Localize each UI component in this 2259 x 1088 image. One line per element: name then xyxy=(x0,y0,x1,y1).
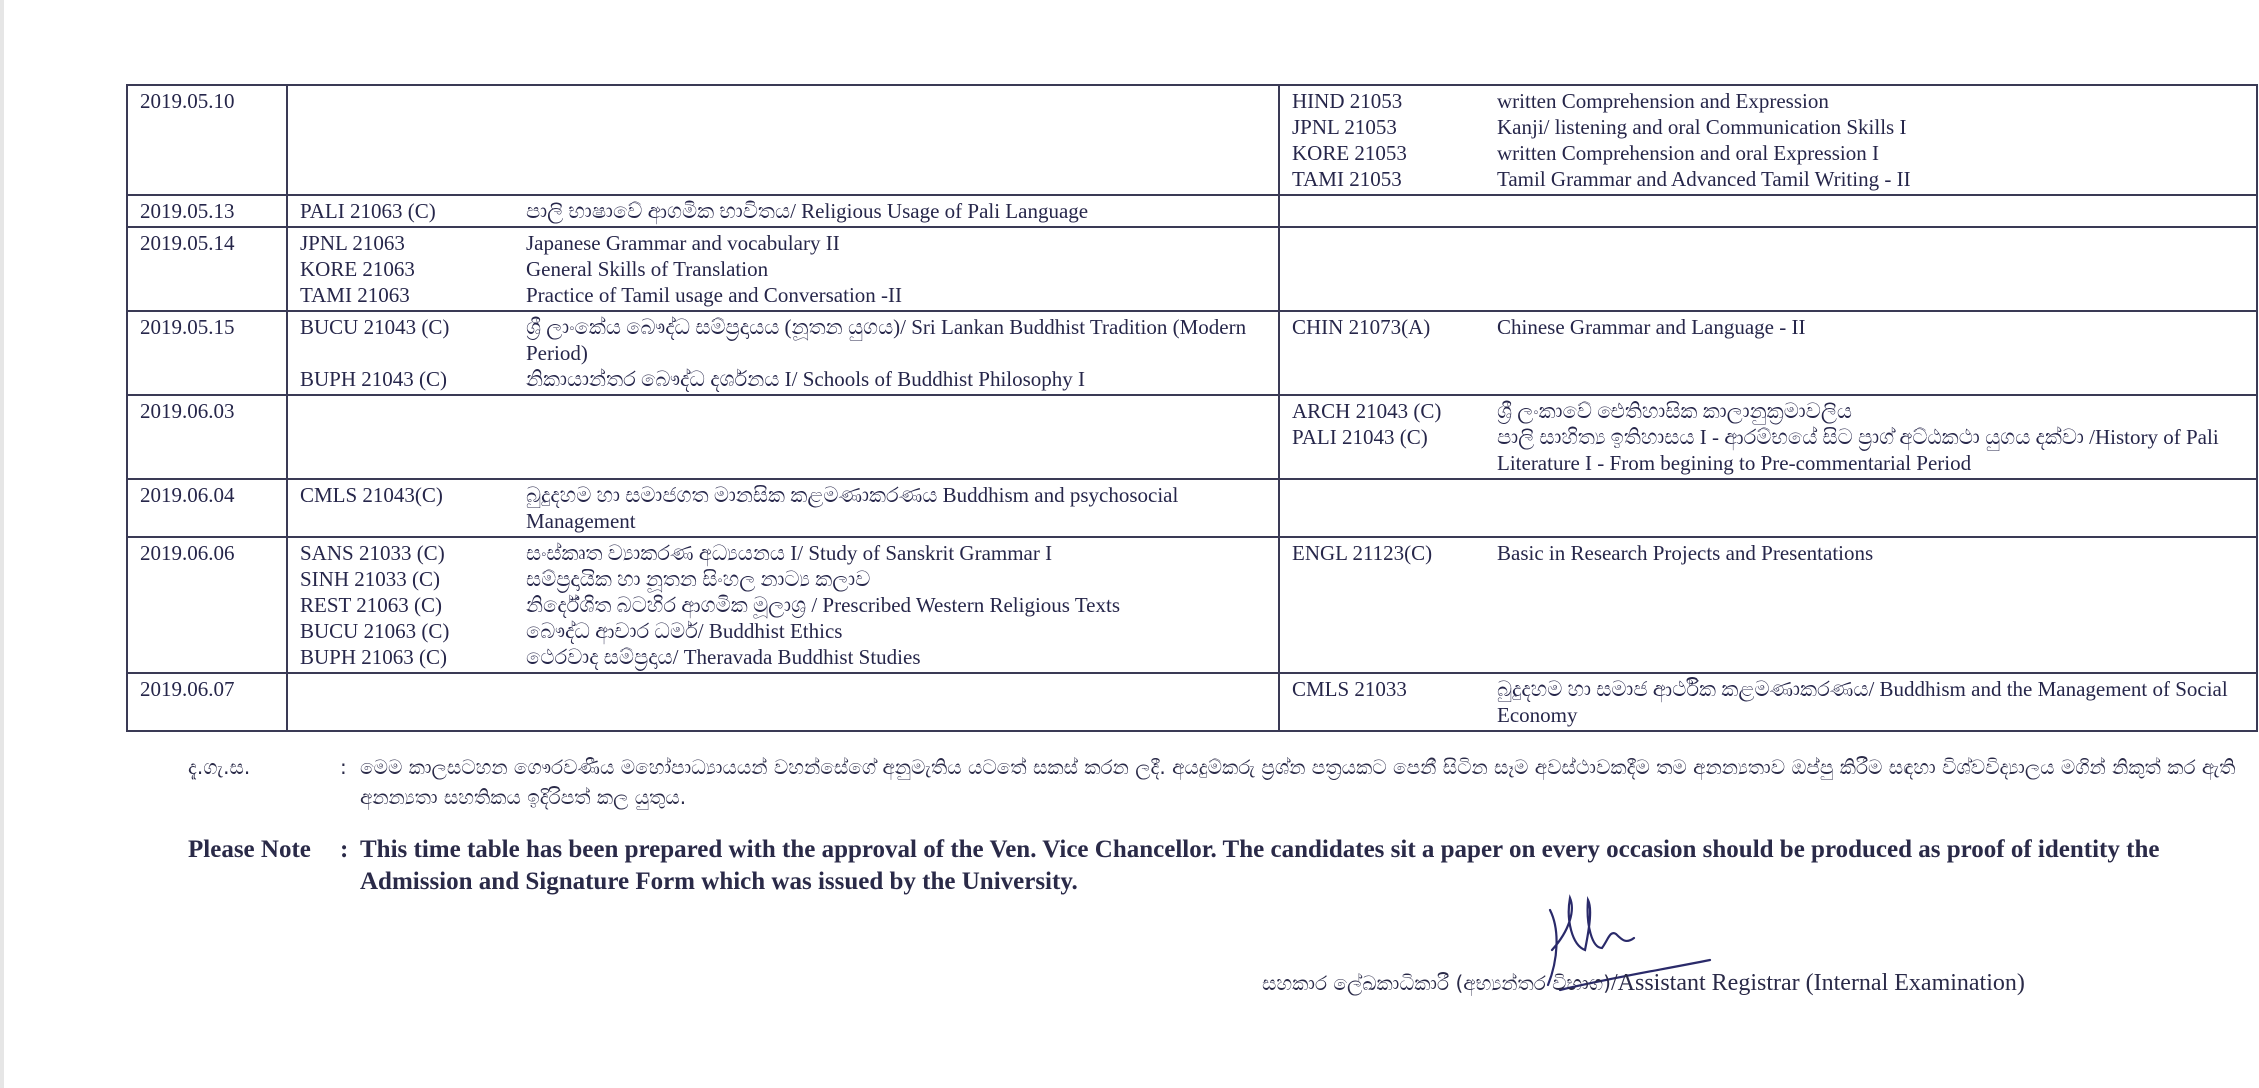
exam-date: 2019.06.06 xyxy=(127,537,287,673)
paper-entry xyxy=(1292,424,2248,476)
course-title: Kanji/ listening and oral Communication Skills I xyxy=(1497,115,1907,139)
paper-entry xyxy=(300,618,1270,644)
signatory-title xyxy=(1262,970,2025,997)
paper-cell-right xyxy=(1279,537,2257,673)
english-note-colon: : xyxy=(340,836,349,863)
english-note-label: Please Note xyxy=(188,836,311,863)
course-title: පාලි භාෂාවේ ආගමික භාවිතය/ Religious Usage of Pali Language xyxy=(526,199,1089,223)
paper-entry xyxy=(1292,676,2248,728)
paper-entry xyxy=(300,256,1270,282)
course-title: ශ්‍රී ලාංකේය බෞද්ධ සම්ප්‍රදායය (නූතන යුගය)/ Sri Lankan Buddhist Tradition (Modern Period) xyxy=(526,315,1247,365)
paper-entry xyxy=(1292,140,2248,166)
paper-entry xyxy=(1292,540,2248,566)
signatory-title-english: /Assistant Registrar (Internal Examination) xyxy=(1610,970,2025,996)
table-row xyxy=(127,537,2257,673)
course-title: බුදුදහම හා සමාජගත මානසික කළමණාකරණය Buddhism and psychosocial Management xyxy=(526,483,1179,533)
paper-cell-left xyxy=(287,311,1279,395)
paper-entry xyxy=(1292,166,2248,192)
sinhala-note-text: මෙම කාලසටහන ගෞරවණීය මහෝපාධ්‍යායයන් වහන්සේගේ අනුමැතිය යටතේ සකස් කරන ලදී. අයදුම්කරු ප්‍රශ්න පත්‍රයකට පෙනී සිටින සෑම අවස්ථාවකදීම තම අනන්‍යතාව ඔප්පු කිරීම සඳහා විශ්වවිද්‍යාලය මගින් නිකුත් කර ඇති අනන්‍යතා සහතිකය ඉදිරිපත් කල යුතුය. xyxy=(360,755,2236,809)
course-code: BUPH 21063 (C) xyxy=(300,645,448,669)
course-code: SANS 21033 (C) xyxy=(300,541,445,565)
paper-entry xyxy=(300,644,1270,670)
course-title: සම්ප්‍රදායික හා නූතන සිංහල නාට්‍ය කලාව xyxy=(526,567,871,591)
course-title: බුදුදහම හා සමාජ ආර්ථික කළමණාකරණය/ Buddhism and the Management of Social Economy xyxy=(1497,677,2228,727)
course-title: Tamil Grammar and Advanced Tamil Writing - II xyxy=(1497,167,1911,191)
paper-entry xyxy=(300,230,1270,256)
exam-date: 2019.05.15 xyxy=(127,311,287,395)
paper-entry xyxy=(300,282,1270,308)
paper-cell-right xyxy=(1279,673,2257,731)
signatory-title-sinhala: සහකාර ලේඛකාධිකාරී (අභ්‍යන්තර විභාග) xyxy=(1262,971,1611,995)
course-code: KORE 21053 xyxy=(1292,141,1407,165)
paper-entry xyxy=(300,314,1270,366)
course-title: Chinese Grammar and Language - II xyxy=(1497,315,1806,339)
paper-cell-right xyxy=(1279,311,2257,395)
exam-date: 2019.06.03 xyxy=(127,395,287,479)
course-title: පාලි සාහිත්‍ය ඉතිහාසය I - ආරම්භයේ සිට ප්‍රාග් අට්ඨකථා යුගය දක්වා /History of Pali Literature I - From begining to Pre-commentarial Period xyxy=(1497,425,2219,475)
paper-cell-right xyxy=(1279,85,2257,195)
table-row xyxy=(127,195,2257,227)
course-code: ARCH 21043 (C) xyxy=(1292,399,1442,423)
course-title: ශ්‍රී ලංකාවේ ඓතිහාසික කාලානුක්‍රමාවලිය xyxy=(1497,399,1852,423)
paper-cell-right xyxy=(1279,195,2257,227)
timetable-body xyxy=(127,85,2257,731)
course-code: BUCU 21063 (C) xyxy=(300,619,450,643)
exam-timetable xyxy=(126,84,2258,732)
english-note-text: This time table has been prepared with the approval of the Ven. Vice Chancellor. The candidates sit a paper on every occasion should be produced as proof of identity the Admission and Signature Form which was issued by the University. xyxy=(360,836,2160,895)
course-code: ENGL 21123(C) xyxy=(1292,541,1433,565)
course-code: CMLS 21033 xyxy=(1292,677,1407,701)
paper-entry xyxy=(300,566,1270,592)
course-code: JPNL 21053 xyxy=(1292,115,1397,139)
exam-date: 2019.06.04 xyxy=(127,479,287,537)
table-row xyxy=(127,479,2257,537)
course-code: JPNL 21063 xyxy=(300,231,405,255)
paper-entry xyxy=(1292,314,2248,340)
course-title: General Skills of Translation xyxy=(526,257,769,281)
course-title: written Comprehension and oral Expression I xyxy=(1497,141,1879,165)
paper-cell-left xyxy=(287,673,1279,731)
course-code: CHIN 21073(A) xyxy=(1292,315,1431,339)
course-title: written Comprehension and Expression xyxy=(1497,89,1829,113)
course-code: TAMI 21063 xyxy=(300,283,410,307)
course-code: REST 21063 (C) xyxy=(300,593,442,617)
paper-entry xyxy=(300,540,1270,566)
table-row xyxy=(127,311,2257,395)
paper-cell-left xyxy=(287,395,1279,479)
exam-date: 2019.05.14 xyxy=(127,227,287,311)
sinhala-note-colon: : xyxy=(340,755,347,779)
exam-date: 2019.05.13 xyxy=(127,195,287,227)
paper-entry xyxy=(1292,88,2248,114)
course-title: සංස්කෘත ව්‍යාකරණ අධ්‍යයනය I/ Study of Sanskrit Grammar I xyxy=(526,541,1053,565)
paper-cell-right xyxy=(1279,395,2257,479)
course-code: BUPH 21043 (C) xyxy=(300,367,448,391)
course-code: HIND 21053 xyxy=(1292,89,1403,113)
paper-cell-left xyxy=(287,537,1279,673)
paper-entry xyxy=(1292,114,2248,140)
paper-cell-left xyxy=(287,85,1279,195)
course-title: නිකායාන්තර බෞද්ධ දර්ශනය I/ Schools of Buddhist Philosophy I xyxy=(526,367,1086,391)
course-code: KORE 21063 xyxy=(300,257,415,281)
course-code: CMLS 21043(C) xyxy=(300,483,443,507)
course-title: Basic in Research Projects and Presentations xyxy=(1497,541,1874,565)
course-code: SINH 21033 (C) xyxy=(300,567,440,591)
exam-date: 2019.06.07 xyxy=(127,673,287,731)
sinhala-note-label: දැ.ගැ.ස. xyxy=(188,755,251,779)
course-title: Practice of Tamil usage and Conversation -II xyxy=(526,283,903,307)
course-title: නිර්දේශිත බටහිර ආගමික මූලාශ්‍ර / Prescribed Western Religious Texts xyxy=(526,593,1121,617)
paper-entry xyxy=(300,366,1270,392)
scan-edge xyxy=(0,0,4,1088)
course-code: PALI 21043 (C) xyxy=(1292,425,1428,449)
paper-cell-right xyxy=(1279,479,2257,537)
table-row xyxy=(127,673,2257,731)
paper-entry xyxy=(300,482,1270,534)
course-title: බෞද්ධ ආචාර ධර්ම/ Buddhist Ethics xyxy=(526,619,843,643)
course-code: TAMI 21053 xyxy=(1292,167,1402,191)
table-row xyxy=(127,227,2257,311)
table-row xyxy=(127,395,2257,479)
paper-cell-right xyxy=(1279,227,2257,311)
paper-entry xyxy=(1292,398,2248,424)
paper-cell-left xyxy=(287,479,1279,537)
paper-entry xyxy=(300,592,1270,618)
paper-cell-left xyxy=(287,227,1279,311)
course-title: ථෙරවාද සම්ප්‍රදාය/ Theravada Buddhist Studies xyxy=(526,645,921,669)
course-title: Japanese Grammar and vocabulary II xyxy=(526,231,840,255)
course-code: BUCU 21043 (C) xyxy=(300,315,450,339)
table-row xyxy=(127,85,2257,195)
course-code: PALI 21063 (C) xyxy=(300,199,436,223)
paper-cell-left xyxy=(287,195,1279,227)
paper-entry xyxy=(300,198,1270,224)
exam-date: 2019.05.10 xyxy=(127,85,287,195)
